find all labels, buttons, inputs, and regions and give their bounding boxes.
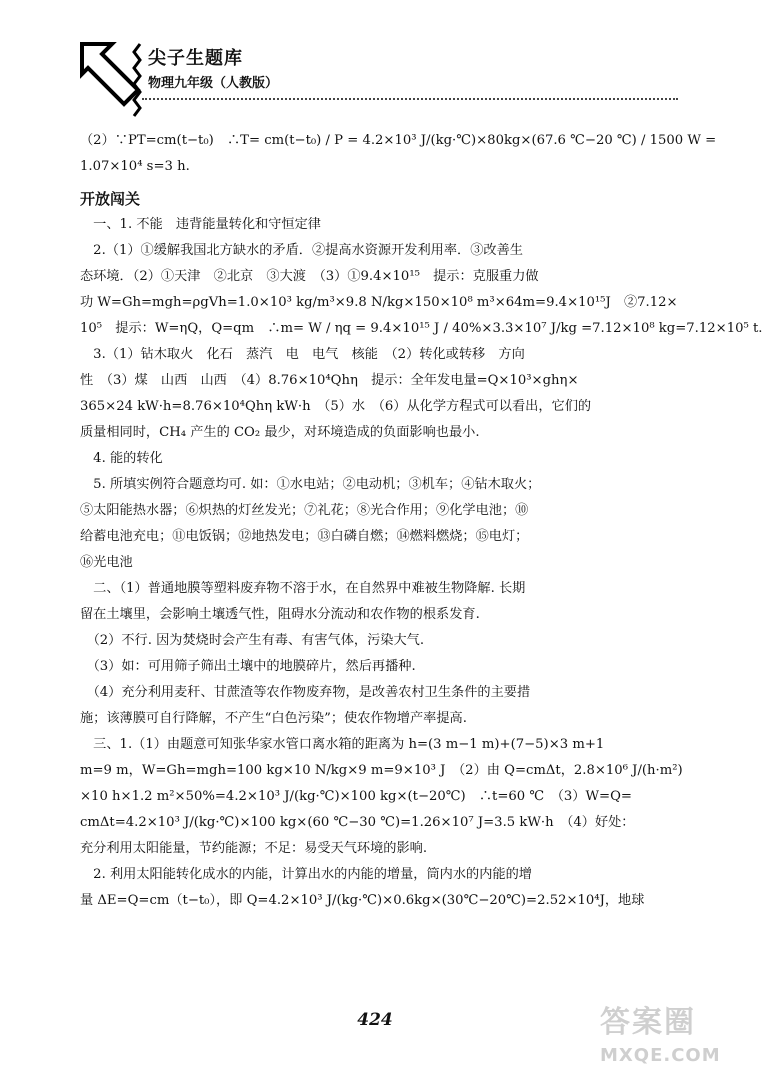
text-line: 量 ΔE=Q=cm（t−t₀），即 Q=4.2×10³ J/(kg·℃)×0.6kg×(30℃−20℃)=2.52×10⁴J，地球 <box>80 893 645 908</box>
arrow-up-left-icon <box>78 40 150 130</box>
text-line: 4. 能的转化 <box>80 451 163 466</box>
watermark-url: MXQE.COM <box>600 1045 721 1066</box>
text-line: 2.（1）①缓解我国北方缺水的矛盾．②提高水资源开发利用率．③改善生 <box>80 243 523 258</box>
text-line: 二、（1）普通地膜等塑料废弃物不溶于水，在自然界中难被生物降解. 长期 <box>80 581 526 596</box>
text-line: ⑤太阳能热水器；⑥炽热的灯丝发光；⑦礼花；⑧光合作用；⑨化学电池；⑩ <box>80 503 529 518</box>
text-line: 一、1. 不能 违背能量转化和守恒定律 <box>80 217 321 232</box>
text-line: （2）∵PT=cm(t−t₀) ∴T= cm(t−t₀) / P = 4.2×10³ J/(kg·℃)×80kg×(67.6 ℃−20 ℃) / 1500 W = <box>80 133 717 148</box>
text-line: 三、1.（1）由题意可知张华家水管口离水箱的距离为 h=(3 m−1 m)+(7−5)×3 m+1 <box>80 737 605 752</box>
text-line: 态环境．（2）①天津 ②北京 ③大渡 （3）①9.4×10¹⁵ 提示：克服重力做 <box>80 269 539 284</box>
text-line: 3.（1）钻木取火 化石 蒸汽 电 电气 核能 （2）转化或转移 方向 <box>80 347 525 362</box>
page-header <box>0 0 750 110</box>
answer-text <box>80 128 762 914</box>
text-line: （3）如：可用筛子筛出土壤中的地膜碎片，然后再播种. <box>80 659 416 674</box>
book-subtitle: 物理九年级（人教版） <box>148 76 279 91</box>
text-line: ⑯光电池 <box>80 555 133 570</box>
text-line: ×10 h×1.2 m²×50%=4.2×10³ J/(kg·℃)×100 kg×(t−20℃) ∴t=60 ℃ （3）W=Q= <box>80 789 632 804</box>
text-line: 5. 所填实例符合题意均可. 如：①水电站；②电动机；③机车；④钻木取火； <box>80 477 541 492</box>
text-line: 施；该薄膜可自行降解，不产生“白色污染”；使农作物增产率提高. <box>80 711 467 726</box>
text-line: cmΔt=4.2×10³ J/(kg·℃)×100 kg×(60 ℃−30 ℃)=1.26×10⁷ J=3.5 kW·h （4）好处： <box>80 815 635 830</box>
text-line: 性 （3）煤 山西 山西 （4）8.76×10⁴Qhη 提示：全年发电量=Q×10³×ghη× <box>80 373 579 388</box>
text-line: （4）充分利用麦秆、甘蔗渣等农作物废弃物，是改善农村卫生条件的主要措 <box>80 685 531 700</box>
text-line: m=9 m，W=Gh=mgh=100 kg×10 N/kg×9 m=9×10³ J （2）由 Q=cmΔt，2.8×10⁶ J/(h·m²) <box>80 763 683 778</box>
text-line: 质量相同时，CH₄ 产生的 CO₂ 最少，对环境造成的负面影响也最小. <box>80 425 480 440</box>
book-title: 尖子生题库 <box>148 48 243 69</box>
text-line: 给蓄电池充电；⑪电饭锅；⑫地热发电；⑬白磷自燃；⑭燃料燃烧；⑮电灯； <box>80 529 529 544</box>
page-number: 424 <box>357 1010 393 1030</box>
text-line: 功 W=Gh=mgh=ρgVh=1.0×10³ kg/m³×9.8 N/kg×150×10⁸ m³×64m=9.4×10¹⁵J ②7.12× <box>80 295 678 310</box>
section-heading: 开放闯关 <box>80 190 141 208</box>
text-line: 1.07×10⁴ s=3 h. <box>80 159 190 174</box>
header-divider <box>142 98 678 100</box>
text-line: 2. 利用太阳能转化成水的内能，计算出水的内能的增量，筒内水的内能的增 <box>80 867 532 882</box>
text-line: 10⁵ 提示：W=ηQ，Q=qm ∴m= W / ηq = 9.4×10¹⁵ J / 40%×3.3×10⁷ J/kg =7.12×10⁸ kg=7.12×10⁵ t. <box>80 321 762 336</box>
watermark-logo-text: 答案圈 <box>600 1005 696 1040</box>
text-line: （2）不行. 因为焚烧时会产生有毒、有害气体，污染大气. <box>80 633 425 648</box>
text-line: 365×24 kW·h=8.76×10⁴Qhη kW·h （5）水 （6）从化学方程式可以看出，它们的 <box>80 399 592 414</box>
watermark <box>600 1003 750 1079</box>
text-line: 充分利用太阳能量，节约能源；不足：易受天气环境的影响. <box>80 841 428 856</box>
text-line: 留在土壤里，会影响土壤透气性，阻碍水分流动和农作物的根系发育. <box>80 607 480 622</box>
